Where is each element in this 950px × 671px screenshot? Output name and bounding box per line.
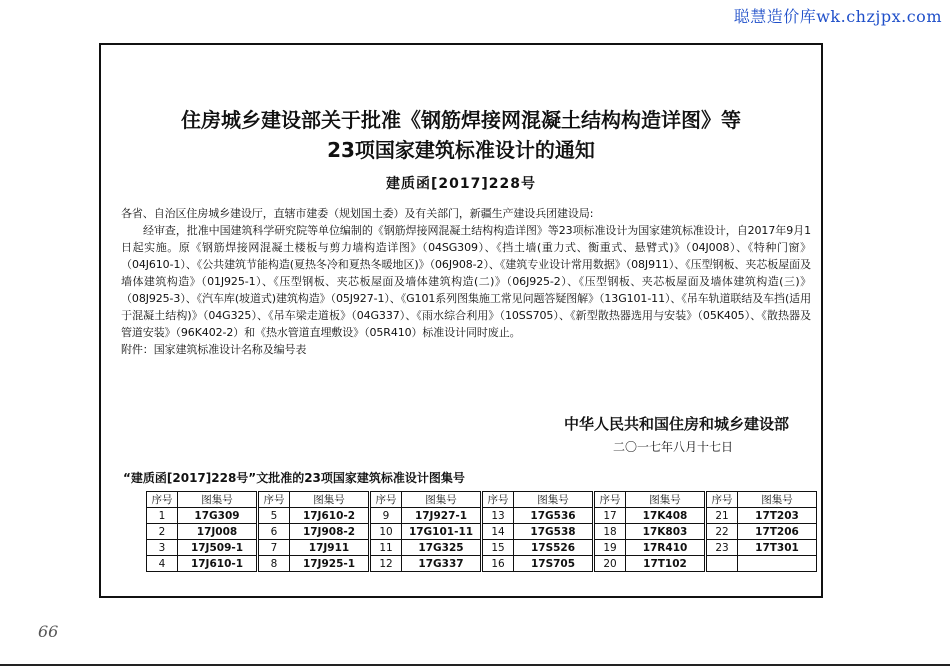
atlas-code-cell: 17J008 (178, 524, 258, 540)
atlas-code-cell (738, 556, 817, 572)
seq-cell: 20 (594, 556, 626, 572)
page-number: 66 (38, 622, 59, 641)
seq-cell (706, 556, 738, 572)
bottom-divider (0, 664, 950, 666)
header-cell: 图集号 (738, 492, 817, 508)
seq-cell: 22 (706, 524, 738, 540)
salutation: 各省、自治区住房城乡建设厅，直辖市建委（规划国土委）及有关部门，新疆生产建设兵团建设局: (121, 207, 594, 220)
atlas-number-table (146, 491, 817, 572)
atlas-code-cell: 17J927-1 (402, 508, 482, 524)
atlas-code-cell: 17S705 (514, 556, 594, 572)
header-cell: 图集号 (290, 492, 370, 508)
header-cell: 图集号 (514, 492, 594, 508)
atlas-code-cell: 17S526 (514, 540, 594, 556)
seq-cell: 3 (147, 540, 178, 556)
table-row (147, 540, 817, 556)
atlas-code-cell: 17K408 (626, 508, 706, 524)
atlas-code-cell: 17J610-2 (290, 508, 370, 524)
seq-cell: 9 (370, 508, 402, 524)
atlas-code-cell: 17T203 (738, 508, 817, 524)
site-watermark: 聪慧造价库wk.chzjpx.com (733, 7, 942, 26)
seq-cell: 1 (147, 508, 178, 524)
document-number: 建质函[2017]228号 (386, 176, 536, 192)
seq-cell: 6 (258, 524, 290, 540)
seq-cell: 18 (594, 524, 626, 540)
table-header-row (147, 492, 817, 508)
atlas-code-cell: 17G309 (178, 508, 258, 524)
seq-cell: 11 (370, 540, 402, 556)
atlas-code-cell: 17G325 (402, 540, 482, 556)
seq-cell: 19 (594, 540, 626, 556)
atlas-code-cell: 17T102 (626, 556, 706, 572)
notice-title-line-1: 住房城乡建设部关于批准《钢筋焊接网混凝土结构构造详图》等 (181, 108, 741, 132)
seq-cell: 15 (482, 540, 514, 556)
atlas-code-cell: 17J911 (290, 540, 370, 556)
issue-date: 二〇一七年八月十七日 (612, 440, 733, 454)
atlas-code-cell: 17J925-1 (290, 556, 370, 572)
seq-cell: 4 (147, 556, 178, 572)
header-cell: 序号 (482, 492, 514, 508)
header-cell: 序号 (258, 492, 290, 508)
atlas-code-cell: 17K803 (626, 524, 706, 540)
atlas-code-cell: 17T206 (738, 524, 817, 540)
document-frame (99, 43, 823, 598)
atlas-code-cell: 17G101-11 (402, 524, 482, 540)
table-row (147, 556, 817, 572)
atlas-code-cell: 17T301 (738, 540, 817, 556)
notice-body (121, 205, 811, 358)
atlas-code-cell: 17J509-1 (178, 540, 258, 556)
header-cell: 序号 (370, 492, 402, 508)
atlas-code-cell: 17G337 (402, 556, 482, 572)
seq-cell: 21 (706, 508, 738, 524)
atlas-code-cell: 17J610-1 (178, 556, 258, 572)
seq-cell: 13 (482, 508, 514, 524)
seq-cell: 14 (482, 524, 514, 540)
issuer-name: 中华人民共和国住房和城乡建设部 (563, 415, 789, 433)
atlas-code-cell: 17R410 (626, 540, 706, 556)
header-cell: 图集号 (178, 492, 258, 508)
seq-cell: 23 (706, 540, 738, 556)
seq-cell: 5 (258, 508, 290, 524)
notice-title-line-2: 23项国家建筑标准设计的通知 (327, 138, 595, 162)
seq-cell: 17 (594, 508, 626, 524)
atlas-code-cell: 17J908-2 (290, 524, 370, 540)
seq-cell: 8 (258, 556, 290, 572)
attachment-note: 附件：国家建筑标准设计名称及编号表 (121, 343, 307, 356)
seq-cell: 16 (482, 556, 514, 572)
seq-cell: 12 (370, 556, 402, 572)
table-caption: “建质函[2017]228号”文批准的23项国家建筑标准设计图集号 (123, 471, 465, 485)
body-paragraph: 经审查，批准中国建筑科学研究院等单位编制的《钢筋焊接网混凝土结构构造详图》等23项标准设计为国家建筑标准设计，自2017年9月1日起实施。原《钢筋焊接网混凝土楼板与剪力墙构造详图》（04SG309）、《挡土墙(重力式、衡重式、悬臂式)》（04J008）、《特种门窗》（04J610-1）、《公共建筑节能构造(夏热冬冷和夏热冬暖地区)》（06J908-2）、《建筑专业设计常用数据》（08J911）、《压型钢板、夹芯板屋面及墙体建筑构造》（01J925-1）、《压型钢板、夹芯板屋面及墙体建筑构造(二)》（06J925-2）、《压型钢板、夹芯板屋面及墙体建筑构造(三)》（08J925-3）、《汽车库(坡道式)建筑构造》（05J927-1）、《G101系列图集施工常见问题答疑图解》（13G101-11）、《吊车轨道联结及车挡(适用于混凝土结构)》（04G325）、《吊车梁走道板》（04G337）、《雨水综合利用》（10SS705）、《新型散热器选用与安装》（05K405）、《散热器及管道安装》（96K402-2）和《热水管道直埋敷设》（05R410）标准设计同时废止。 (121, 224, 811, 339)
header-cell: 序号 (594, 492, 626, 508)
header-cell: 序号 (706, 492, 738, 508)
seq-cell: 10 (370, 524, 402, 540)
header-cell: 图集号 (402, 492, 482, 508)
header-cell: 序号 (147, 492, 178, 508)
atlas-code-cell: 17G538 (514, 524, 594, 540)
seq-cell: 2 (147, 524, 178, 540)
seq-cell: 7 (258, 540, 290, 556)
table-row (147, 508, 817, 524)
table-row (147, 524, 817, 540)
header-cell: 图集号 (626, 492, 706, 508)
atlas-code-cell: 17G536 (514, 508, 594, 524)
